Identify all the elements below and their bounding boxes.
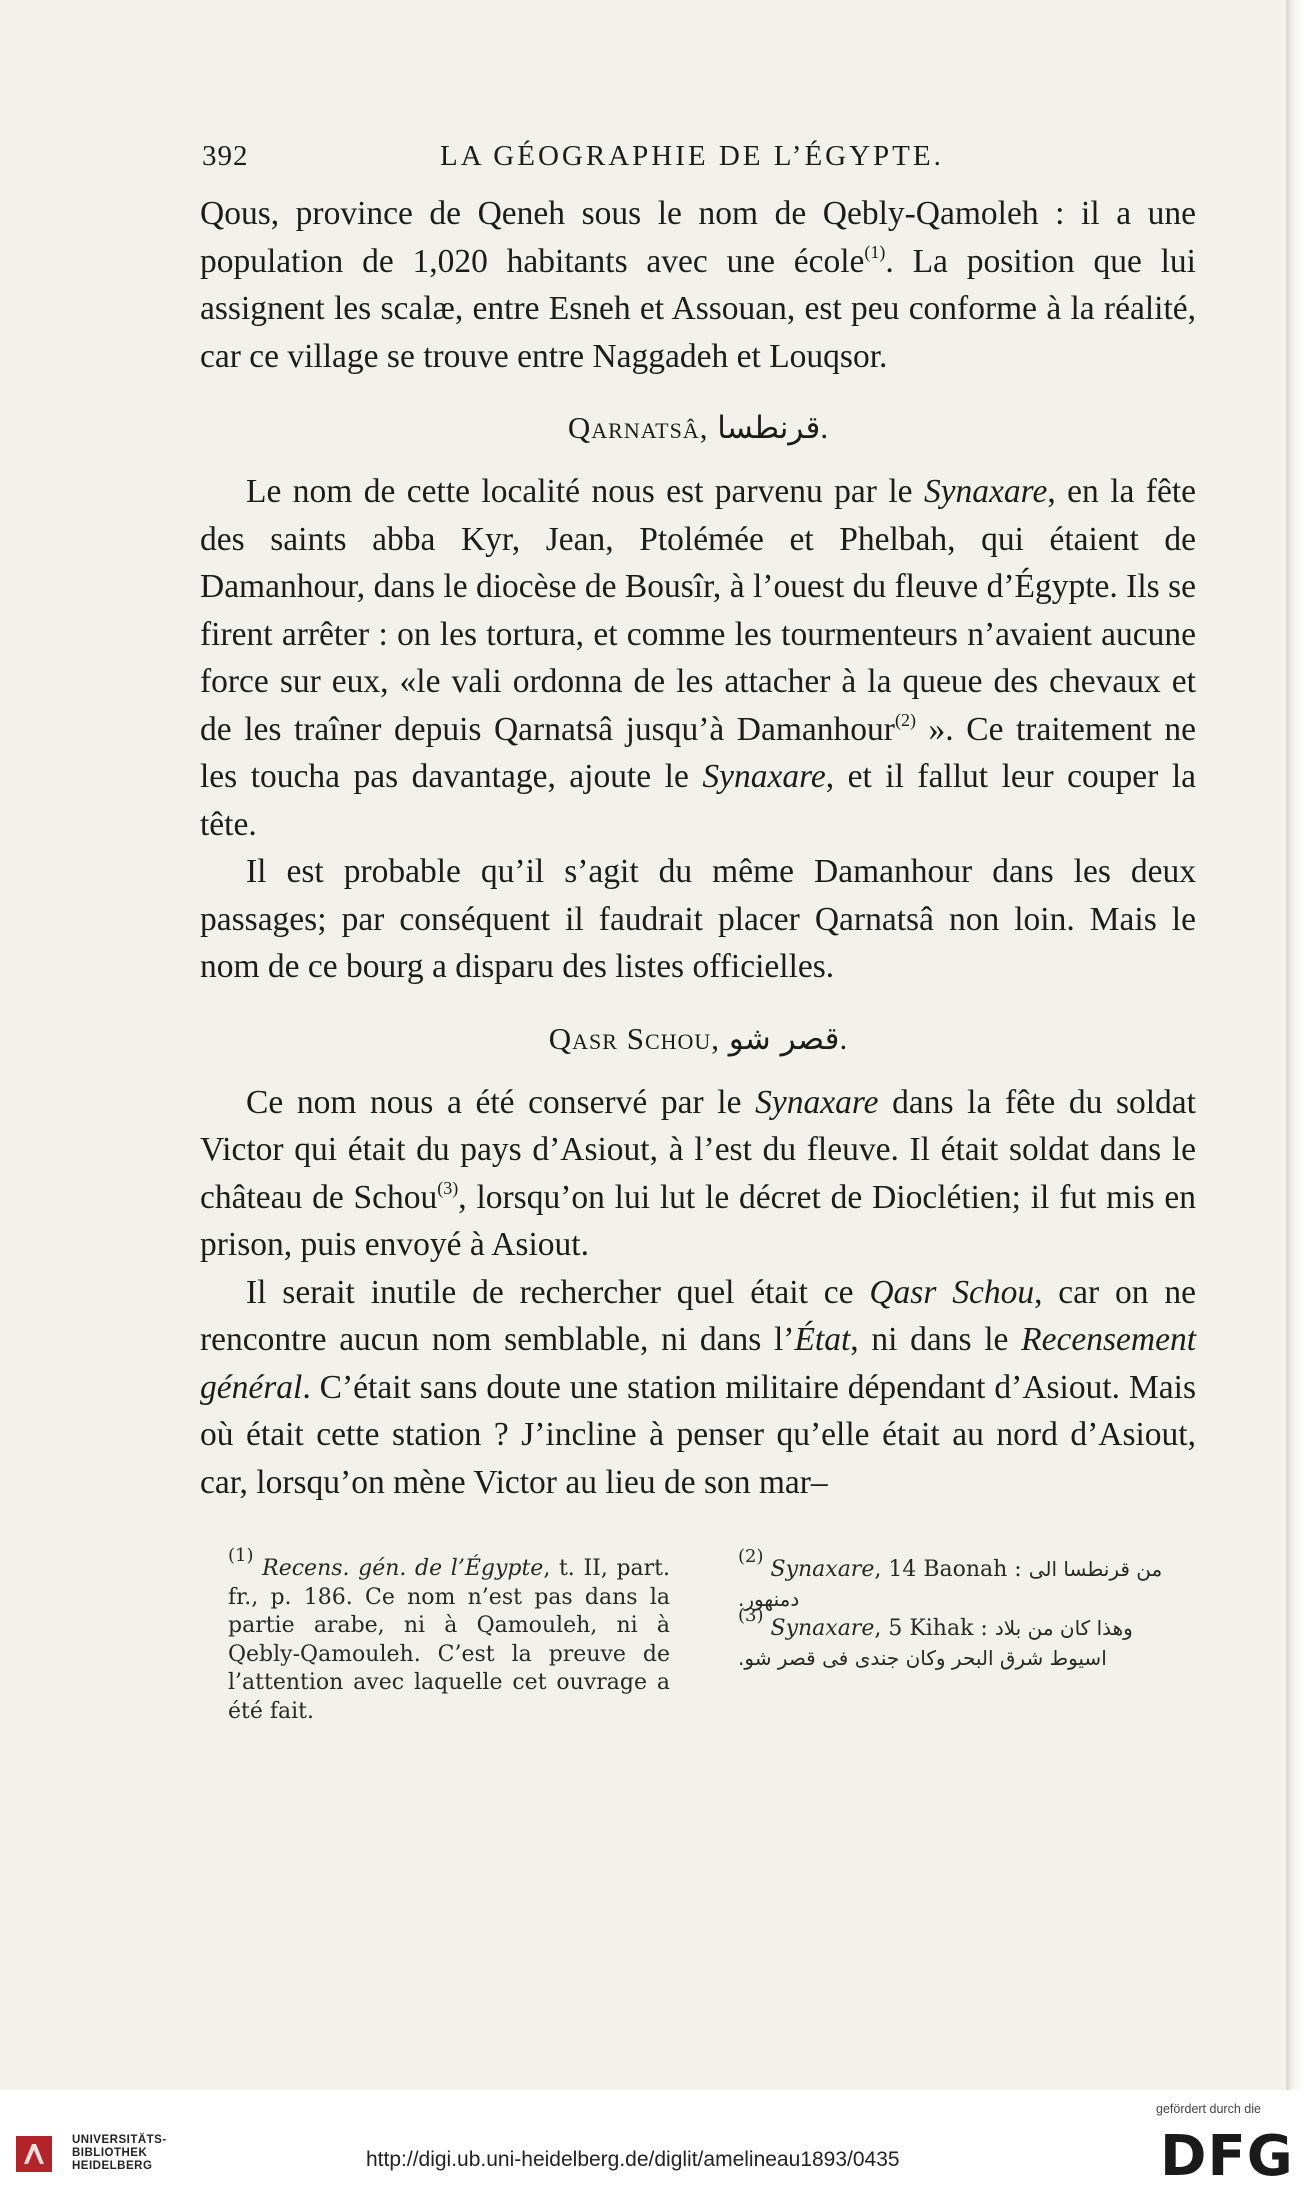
footnote-1-text: , t. II, part. fr., p. 186. Ce nom n’est pas dans la partie arabe, ni à Qamouleh, ni à Qebly-Qamouleh. C’est la preuve de l’attention avec laquelle cet ouvrage a été fait. <box>228 1556 670 1724</box>
footnote-2-text: , 14 Baonah : <box>874 1557 1022 1582</box>
page-number: 392 <box>202 140 249 172</box>
library-name-line-1: UNIVERSITÄTS- <box>72 2134 167 2146</box>
heading-qarnatsa: Qarnatsâ, قرنطسا. <box>567 410 829 446</box>
p1-line-2: population de 1,020 habitants avec une école <box>200 242 865 280</box>
dfg-logo: DFG <box>1160 2124 1294 2189</box>
p4-italic-a: Synaxare <box>755 1083 879 1121</box>
footnote-2-mark: (2) <box>738 1546 764 1567</box>
p4-text-a: Ce nom nous a été conservé par le <box>246 1083 756 1121</box>
funding-note: gefördert durch die <box>1156 2102 1261 2116</box>
footnote-3-arabic: وهذا كان من بلاد اسيوط شرق البحر وكان جندى فى قصر شو. <box>738 1616 1133 1670</box>
p4-text-c: , lorsqu’on lui lut le décret de Dioclétien; il fut mis en prison, puis envoyé à Asiout. <box>200 1178 1197 1263</box>
heading-qarnatsa-latin: Qarnatsâ <box>567 410 700 445</box>
page-content <box>200 140 1196 1506</box>
p5-text-d: . C’était sans doute une station militaire dépendant d’Asiout. Mais où était cette station ? J’incline à penser qu’elle était au nord d’Asiout, car, lorsqu’on mène Victor au lieu de son mar– <box>200 1368 1196 1501</box>
library-name-line-2: BIBLIOTHEK <box>72 2147 148 2159</box>
footnote-column-right <box>738 1546 1180 1673</box>
paragraph-damanhour: Il est probable qu’il s’agit du même Damanhour dans les deux passages; par conséquent il faudrait placer Qarnatsâ non loin. Mais le nom de ce bourg a disparu des listes officielles. <box>200 853 1196 985</box>
footnote-ref-1[interactable]: (1) <box>864 241 886 262</box>
heading-qasr-schou: Qasr Schou, قصر شو. <box>548 1020 848 1057</box>
library-name <box>72 2134 167 2173</box>
p1-line-1: Qous, province de Qeneh sous le nom de Qebly-Qamoleh : il a une <box>200 195 1196 232</box>
permalink-url[interactable]: http://digi.ub.uni-heidelberg.de/diglit/amelineau1893/0435 <box>366 2148 900 2171</box>
footnote-3-text: , 5 Kihak : <box>874 1616 988 1641</box>
running-title: LA GÉOGRAPHIE DE L’ÉGYPTE. <box>440 140 944 172</box>
footer-bar <box>0 2090 1304 2209</box>
p5-text-b: , car on ne rencontre aucun nom semblable, ni dans l’ <box>200 1273 1196 1358</box>
paragraph-victor <box>200 1079 1196 1269</box>
footnote-1 <box>228 1545 670 1726</box>
footnote-3-mark: (3) <box>738 1605 764 1626</box>
paragraph-qous <box>200 190 1196 380</box>
paragraph-station <box>200 1269 1196 1507</box>
heading-qasr-schou-arabic: قصر شو <box>728 1020 840 1057</box>
footnote-column-left <box>228 1545 670 1726</box>
p2-text-a: Le nom de cette localité nous est parvenu par le <box>246 473 924 510</box>
p5-italic-a: Qasr Schou <box>869 1273 1035 1311</box>
footnote-ref-3[interactable]: (3) <box>437 1177 459 1198</box>
p1-line-2-end: . La position que <box>885 242 1142 280</box>
p5-text-a: Il serait inutile de rechercher quel était ce <box>246 1273 870 1311</box>
footnote-ref-2[interactable]: (2) <box>894 709 916 730</box>
p5-text-c: , ni dans le <box>850 1321 1022 1358</box>
footnote-3 <box>738 1605 1180 1673</box>
p5-italic-b: État <box>794 1321 851 1358</box>
library-name-line-3: HEIDELBERG <box>72 2160 153 2172</box>
p2-text-c: ». Ce traitement ne les toucha pas davantage, ajoute le <box>200 710 1196 795</box>
p1-line-3: lui assignent les scalæ, entre Esneh et Assouan, est peu conforme <box>200 242 1196 327</box>
p2-text-d: , et il fallut leur couper la tête. <box>200 758 1196 843</box>
p5-italic-c: Recensement général <box>200 1321 1197 1406</box>
p4-text-b: dans la fête du soldat Victor qui était du pays d’Asiout, à l’est du fleuve. Il était soldat dans le château de Schou <box>200 1083 1196 1216</box>
paragraph-qarnatsa <box>200 468 1196 848</box>
p1-line-4: à la réalité, car ce village se trouve entre Naggadeh et Louqsor. <box>200 290 1196 375</box>
heading-qarnatsa-arabic: قرنطسا <box>717 410 821 446</box>
heading-qasr-schou-latin: Qasr Schou <box>548 1020 712 1056</box>
footnote-2-arabic: من قرنطسا الى دمنهور. <box>738 1557 1163 1611</box>
p2-italic-a: Synaxare <box>923 473 1048 510</box>
page-edge-shadow <box>1286 0 1304 2090</box>
footnote-2 <box>738 1546 1180 1614</box>
running-head <box>200 140 1196 190</box>
footnote-1-italic: Recens. gén. de l’Égypte <box>262 1556 544 1581</box>
p2-italic-b: Synaxare <box>702 758 826 795</box>
p2-text-b: , en la fête des saints abba Kyr, Jean, Ptolémée et Phelbah, qui étaient de Damanhour, dans le diocèse de Bousîr, à l’ouest du fleuve d’Égypte. Ils se firent arrêter : on les tortura, et comme les tourmenteurs n’avaient aucune force sur eux, «le vali ordonna de les attacher à la queue des chevaux et de les traîner depuis Qarnatsâ jusqu’à Damanhour <box>200 473 1196 748</box>
footnote-2-italic: Synaxare <box>770 1557 875 1582</box>
footnote-1-mark: (1) <box>228 1545 254 1566</box>
library-logo-icon <box>14 2134 54 2174</box>
footnote-3-italic: Synaxare <box>770 1616 875 1641</box>
